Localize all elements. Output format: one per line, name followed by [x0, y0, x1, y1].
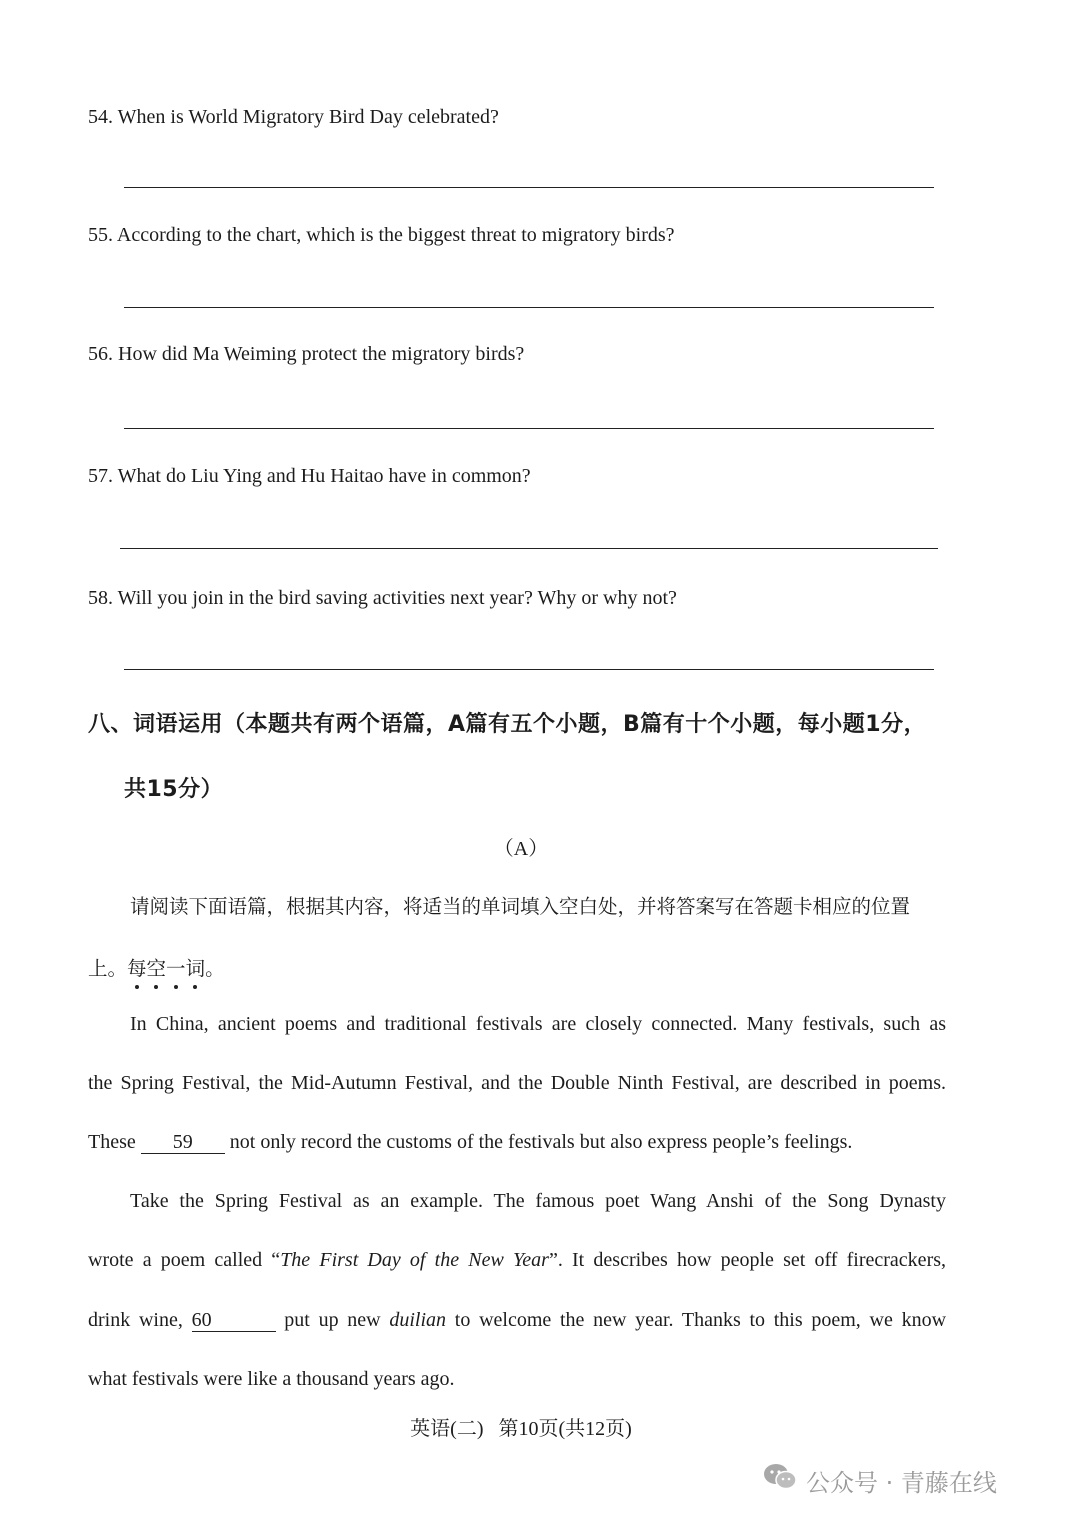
- watermark-text: 公众号 · 青藤在线: [806, 1468, 997, 1497]
- question-55: [88, 224, 675, 247]
- passage-line: the Spring Festival, the Mid-Autumn Festival, and the Double Ninth Festival, are described in poems.: [88, 1072, 946, 1094]
- passage-line: In China, ancient poems and traditional festivals are closely connected. Many festivals, such as: [130, 1013, 946, 1035]
- emphasis-char: 每: [127, 953, 147, 981]
- question-number: 57.: [88, 465, 113, 487]
- question-text: According to the chart, which is the biggest threat to migratory birds?: [116, 224, 675, 246]
- passage-text: drink wine,: [88, 1309, 183, 1331]
- question-number: 56.: [88, 343, 113, 365]
- emphasis-char: 一: [166, 953, 186, 981]
- passage-text: wrote a poem called “: [88, 1249, 281, 1271]
- passage-text: to welcome the new year. Thanks to this poem, we know: [454, 1309, 947, 1331]
- poem-title: The First Day of the New Year: [280, 1249, 549, 1271]
- blank-60[interactable]: 60: [192, 1309, 276, 1332]
- emphasis-char: 空: [147, 953, 167, 981]
- question-text: What do Liu Ying and Hu Haitao have in common?: [117, 465, 531, 487]
- passage-text: put up new: [284, 1309, 381, 1331]
- question-number: 58.: [88, 587, 113, 609]
- passage-line: what festivals were like a thousand years ago.: [88, 1368, 455, 1390]
- passage-line-60: [88, 1309, 946, 1332]
- question-number: 55.: [88, 224, 113, 246]
- passage-text: These: [88, 1131, 136, 1153]
- passage-line: Take the Spring Festival as an example. The famous poet Wang Anshi of the Song Dynasty: [130, 1190, 946, 1212]
- question-text: When is World Migratory Bird Day celebrated?: [117, 106, 499, 128]
- question-57: [88, 465, 531, 488]
- question-58: [88, 587, 677, 610]
- emphasis-char: 词: [186, 953, 206, 981]
- instruction-line-2: [88, 953, 225, 981]
- question-number: 54.: [88, 106, 113, 128]
- passage-term: duilian: [389, 1309, 447, 1331]
- instruction-prefix: 上。: [88, 957, 128, 980]
- instruction-line-1: 请阅读下面语篇，根据其内容，将适当的单词填入空白处，并将答案写在答题卡相应的位置: [130, 895, 911, 918]
- section-heading: 八、词语运用（本题共有两个语篇，A篇有五个小题，B篇有十个小题，每小题1分，: [88, 712, 927, 737]
- answer-line-54[interactable]: [124, 187, 934, 188]
- answer-line-58[interactable]: [124, 669, 934, 670]
- section-heading-cont: 共15分）: [124, 777, 224, 802]
- passage-line: [88, 1249, 946, 1272]
- instruction-suffix: 。: [205, 957, 225, 980]
- question-text: Will you join in the bird saving activities next year? Why or why not?: [117, 587, 677, 609]
- wechat-icon: [762, 1462, 798, 1498]
- passage-line-59: [88, 1131, 852, 1154]
- page-footer: 英语(二) 第10页(共12页): [410, 1418, 632, 1440]
- instruction-emphasis: [127, 957, 205, 980]
- passage-text: not only record the customs of the festivals but also express people’s feelings.: [229, 1131, 853, 1153]
- question-54: [88, 106, 499, 129]
- passage-text: ”. It describes how people set off firecrackers,: [548, 1249, 947, 1271]
- answer-line-57[interactable]: [120, 548, 938, 549]
- blank-59[interactable]: 59: [141, 1131, 225, 1154]
- answer-line-55[interactable]: [124, 307, 934, 308]
- watermark: [762, 1462, 997, 1498]
- answer-line-56[interactable]: [124, 428, 934, 429]
- question-text: How did Ma Weiming protect the migratory birds?: [118, 343, 525, 365]
- part-label: （A）: [493, 838, 549, 860]
- question-56: [88, 343, 524, 366]
